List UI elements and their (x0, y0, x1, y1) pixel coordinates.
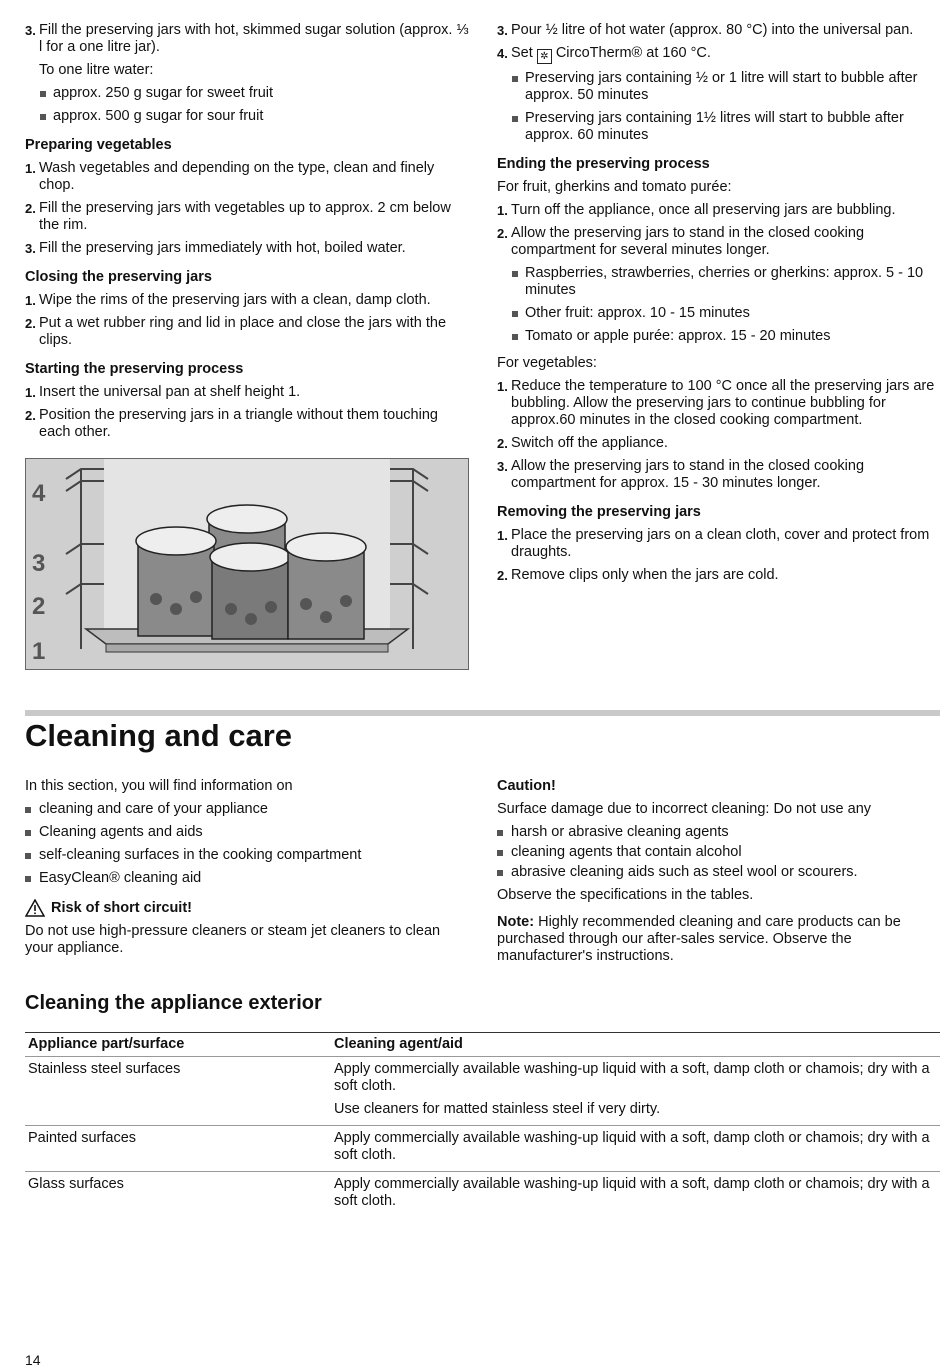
shelf-number-3: 3 (32, 550, 46, 577)
cleaning-right (497, 778, 940, 971)
cleaning-intro: In this section, you will find information on (25, 778, 293, 794)
step-item: 3. Fill the preserving jars immediately with hot, boiled water. (25, 240, 406, 256)
warning-heading: Risk of short circuit! (25, 899, 465, 917)
column-header-agent: Cleaning agent/aid (331, 1033, 940, 1057)
oven-jars-illustration (25, 458, 469, 670)
step-item: 3. Allow the preserving jars to stand in the closed cooking compartment for approx. 15 - 30 minutes longer. (497, 458, 865, 491)
heading-ending-process: Ending the preserving process (497, 156, 710, 172)
water-intro: To one litre water: (39, 62, 154, 78)
note-text: Note: Highly recommended cleaning and care products can be purchased through our after-sales service. Observe the manufacturer's instructions. (497, 914, 901, 964)
list-item: Tomato or apple purée: approx. 15 - 20 minutes (497, 328, 942, 345)
step-item: 2. Fill the preserving jars with vegetables up to approx. 2 cm below the rim. (25, 200, 451, 233)
cleaning-left (25, 778, 465, 963)
step-item: 2. Switch off the appliance. (497, 435, 668, 451)
shelf-number-4: 4 (32, 480, 46, 507)
table-cell: Apply commercially available washing-up liquid with a soft, damp cloth or chamois; dry with a soft cloth. Use cleaners for matted stainless steel if very dirty. (331, 1057, 940, 1126)
heading-preparing-vegetables: Preparing vegetables (25, 137, 172, 153)
step-item: 2. Position the preserving jars in a triangle without them touching each other. (25, 407, 438, 440)
list-item: abrasive cleaning aids such as steel wool or scourers. (497, 864, 940, 881)
caution-heading: Caution! (497, 778, 556, 794)
warning-triangle-icon (25, 899, 45, 917)
list-item: approx. 250 g sugar for sweet fruit (25, 85, 470, 102)
veg-intro: For vegetables: (497, 355, 597, 371)
column-header-part: Appliance part/surface (25, 1033, 331, 1057)
step-item: 1. Wash vegetables and depending on the type, clean and finely chop. (25, 160, 435, 193)
table-cell: Stainless steel surfaces (25, 1057, 331, 1126)
heading-starting-process: Starting the preserving process (25, 361, 244, 377)
shelf-number-2: 2 (32, 593, 46, 620)
step-item: 2. Put a wet rubber ring and lid in place and close the jars with the clips. (25, 315, 447, 348)
step-item: 1. Wipe the rims of the preserving jars with a clean, damp cloth. (25, 292, 431, 308)
warning-text: Do not use high-pressure cleaners or steam jet cleaners to clean your appliance. (25, 923, 441, 956)
step-item: 4. Set ✲ CircoTherm® at 160 °C. (497, 45, 711, 62)
list-item: harsh or abrasive cleaning agents (497, 824, 940, 841)
list-item: Preserving jars containing ½ or 1 litre will start to bubble after approx. 50 minutes (497, 70, 942, 104)
table-cell: Apply commercially available washing-up liquid with a soft, damp cloth or chamois; dry with a soft cloth. (334, 1176, 930, 1209)
list-item: approx. 500 g sugar for sour fruit (25, 108, 470, 125)
heading-removing-jars: Removing the preserving jars (497, 504, 701, 520)
step-item: 1. Reduce the temperature to 100 °C once all the preserving jars are bubbling. Allow the preserving jars to continue bubbling for approx.60 minutes in the closed cooking compartment. (497, 378, 935, 428)
table-cell: Glass surfaces (28, 1176, 124, 1192)
step-item: 2. Allow the preserving jars to stand in the closed cooking compartment for several minutes longer. (497, 225, 865, 258)
right-column (497, 22, 942, 590)
step-item: 1. Turn off the appliance, once all preserving jars are bubbling. (497, 202, 896, 218)
subsection-title: Cleaning the appliance exterior (25, 992, 322, 1014)
list-item: self-cleaning surfaces in the cooking compartment (25, 847, 465, 864)
step-item: 3. Pour ½ litre of hot water (approx. 80 °C) into the universal pan. (497, 22, 914, 38)
list-item: Cleaning agents and aids (25, 824, 465, 841)
list-item: Other fruit: approx. 10 - 15 minutes (497, 305, 942, 322)
list-item: Raspberries, strawberries, cherries or gherkins: approx. 5 - 10 minutes (497, 265, 942, 299)
list-item: EasyClean® cleaning aid (25, 870, 465, 887)
table-row (25, 1172, 940, 1218)
step-item: 1. Place the preserving jars on a clean cloth, cover and protect from draughts. (497, 527, 930, 560)
page-number: 14 (25, 1352, 41, 1368)
step-item: 2. Remove clips only when the jars are cold. (497, 567, 779, 583)
table-cell: Painted surfaces (25, 1126, 331, 1172)
table-row (25, 1057, 940, 1126)
step-item: 1. Insert the universal pan at shelf height 1. (25, 384, 301, 400)
step-item: 3. Fill the preserving jars with hot, skimmed sugar solution (approx. ⅓ l for a one litre jar). (25, 22, 469, 55)
caution-text: Surface damage due to incorrect cleaning: Do not use any (497, 801, 872, 817)
fruit-intro: For fruit, gherkins and tomato purée: (497, 179, 732, 195)
cleaning-table (25, 1032, 940, 1217)
section-divider (25, 710, 940, 716)
left-column (25, 22, 470, 447)
circotherm-icon: ✲ (537, 49, 552, 64)
heading-closing-jars: Closing the preserving jars (25, 269, 212, 285)
shelf-number-1: 1 (32, 638, 46, 665)
table-header-row (25, 1033, 940, 1057)
list-item: cleaning and care of your appliance (25, 801, 465, 818)
oven-illustration-svg (26, 459, 468, 669)
observe-text: Observe the specifications in the tables. (497, 887, 754, 903)
section-title: Cleaning and care (25, 718, 293, 753)
list-item: cleaning agents that contain alcohol (497, 844, 940, 861)
list-item: Preserving jars containing 1½ litres will start to bubble after approx. 60 minutes (497, 110, 942, 144)
table-cell: Apply commercially available washing-up liquid with a soft, damp cloth or chamois; dry with a soft cloth. (331, 1126, 940, 1172)
table-row (25, 1126, 940, 1172)
